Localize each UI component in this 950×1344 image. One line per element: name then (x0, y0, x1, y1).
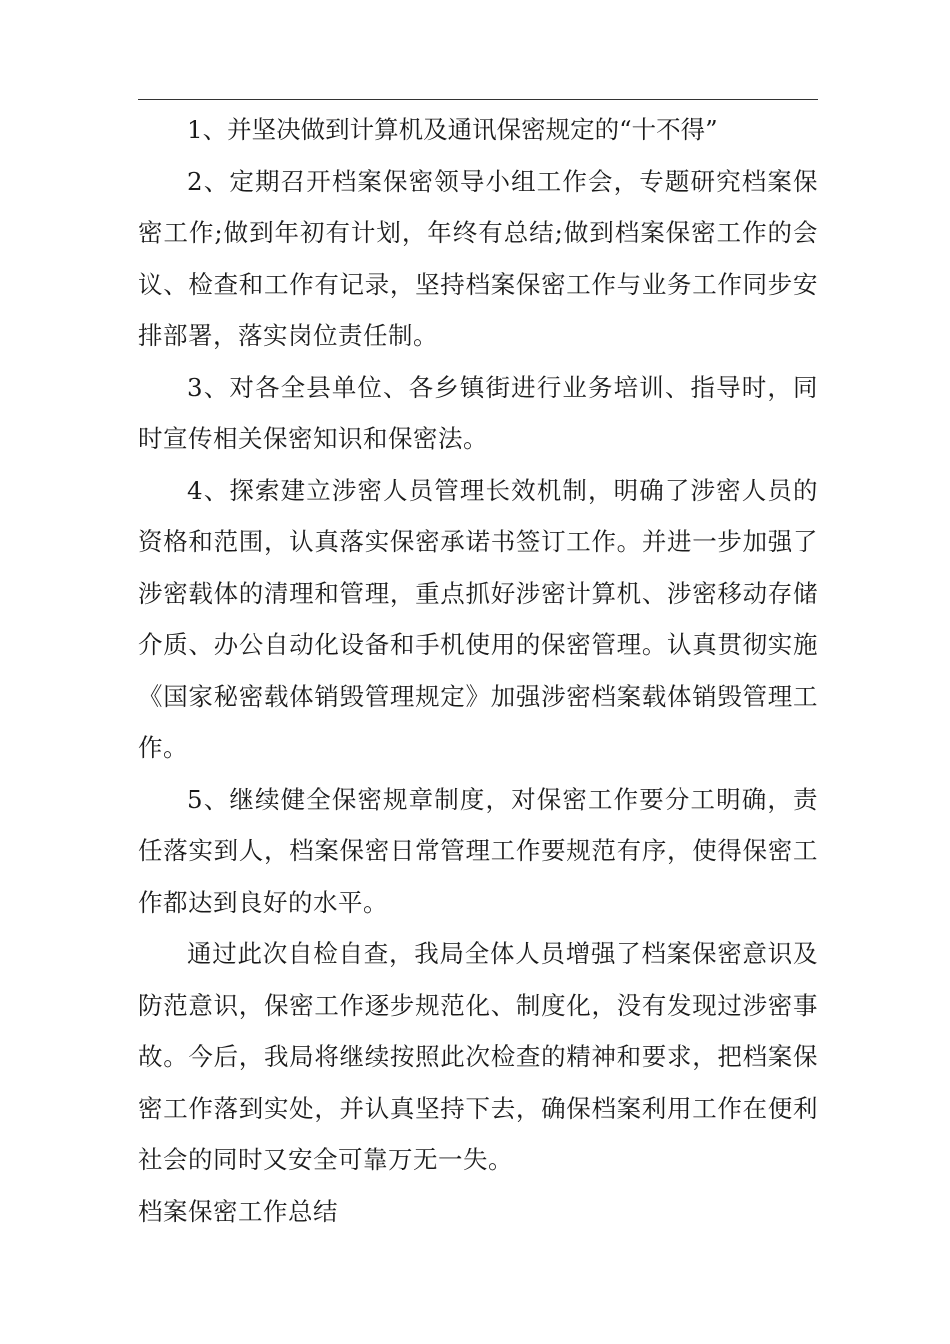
paragraph-item-2: 2、定期召开档案保密领导小组工作会，专题研究档案保密工作;做到年初有计划，年终有总结;做到档案保密工作的会议、检查和工作有记录，坚持档案保密工作与业务工作同步安排部署，落实岗位责任制。 (138, 166, 818, 350)
document-body (138, 104, 818, 1237)
header-divider (138, 99, 818, 100)
paragraph-item-3: 3、对各全县单位、各乡镇街进行业务培训、指导时，同时宣传相关保密知识和保密法。 (138, 372, 818, 453)
paragraph-item-4: 4、探索建立涉密人员管理长效机制，明确了涉密人员的资格和范围，认真落实保密承诺书签订工作。并进一步加强了涉密载体的清理和管理，重点抓好涉密计算机、涉密移动存储介质、办公自动化设备和手机使用的保密管理。认真贯彻实施《国家秘密载体销毁管理规定》加强涉密档案载体销毁管理工作。 (138, 475, 818, 762)
paragraph-conclusion: 通过此次自检自查，我局全体人员增强了档案保密意识及防范意识，保密工作逐步规范化、制度化，没有发现过涉密事故。今后，我局将继续按照此次检查的精神和要求，把档案保密工作落到实处，并认真坚持下去，确保档案利用工作在便利社会的同时又安全可靠万无一失。 (138, 939, 818, 1174)
paragraph-item-5: 5、继续健全保密规章制度，对保密工作要分工明确，责任落实到人，档案保密日常管理工作要规范有序，使得保密工作都达到良好的水平。 (138, 784, 818, 917)
paragraph-item-1: 1、并坚决做到计算机及通讯保密规定的“十不得” (187, 115, 718, 144)
closing-title: 档案保密工作总结 (138, 1196, 338, 1226)
